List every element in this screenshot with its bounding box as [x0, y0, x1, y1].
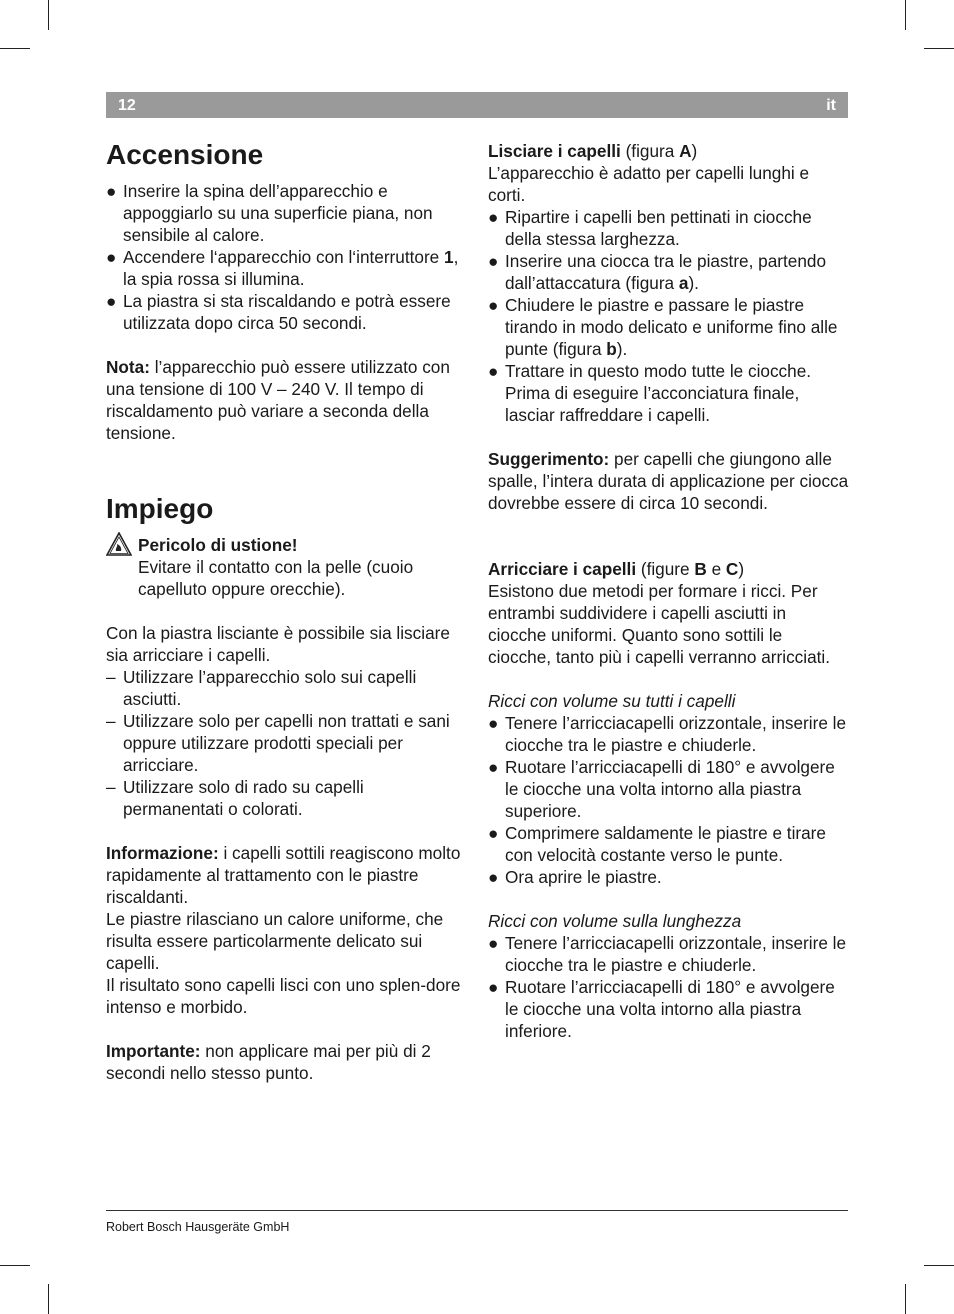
warning-text: Evitare il contatto con la pelle (cuoio capelluto oppure orecchie). — [138, 557, 414, 599]
list-item — [488, 360, 850, 426]
bullet-icon: ● — [488, 867, 499, 887]
list-item-text: La piastra si sta riscaldando e potrà essere utilizzata dopo circa 50 secondi. — [123, 291, 451, 333]
bullet-icon: ● — [106, 181, 117, 201]
list-item — [106, 180, 468, 246]
figure-reference: B — [694, 559, 707, 579]
list-item — [106, 246, 468, 290]
subsection-title-text: ) — [738, 559, 745, 579]
bullet-icon: ● — [488, 757, 499, 777]
crop-mark — [924, 48, 954, 49]
bullet-icon: ● — [106, 291, 117, 311]
figure-reference: A — [679, 141, 692, 161]
crop-mark — [905, 0, 906, 30]
important-text: non applicare mai per più di 2 secondi nello stesso punto. — [106, 1041, 431, 1083]
bullet-icon: ● — [488, 207, 499, 227]
dash-marker: – — [106, 711, 116, 731]
note-label: Nota: — [106, 357, 150, 377]
tip-text: per capelli che giungono alle spalle, l’intera durata di applicazione per ciocca dovrebbe essere di circa 10 secondi. — [488, 449, 849, 513]
bullet-icon: ● — [488, 977, 499, 997]
footer-divider — [106, 1210, 848, 1211]
list-item-text: Trattare in questo modo tutte le ciocche. Prima di eseguire l’acconciatura finale, lasciar raffreddare i capelli. — [505, 361, 812, 425]
crop-mark — [924, 1265, 954, 1266]
bullet-icon: ● — [488, 251, 499, 271]
page-number: 12 — [118, 97, 136, 114]
info-paragraph-2: Le piastre rilasciano un calore uniforme, che risulta essere particolarmente delicato sui capelli. — [106, 909, 444, 973]
list-item — [488, 712, 850, 756]
subsection-title-text: ) — [691, 141, 698, 161]
list-item-text: Utilizzare solo di rado su capelli permanentati o colorati. — [123, 777, 364, 819]
figure-reference: b — [606, 339, 617, 359]
list-item — [488, 756, 850, 822]
list-item-text: Ruotare l’arricciacapelli di 180° e avvolgere le ciocche una volta intorno alla piastra superiore. — [505, 757, 835, 821]
language-code: it — [826, 97, 836, 114]
method-1-list — [488, 712, 850, 888]
info-paragraph-3: Il risultato sono capelli lisci con uno splen-dore intenso e morbido. — [106, 975, 461, 1017]
warning-triangle-icon — [106, 532, 132, 556]
list-item-text: Tenere l’arricciacapelli orizzontale, inserire le ciocche tra le piastre e chiuderle. — [505, 713, 847, 755]
section-title-accensione: Accensione — [106, 139, 264, 170]
crop-mark — [48, 0, 49, 30]
crop-mark — [0, 1265, 30, 1266]
list-item-text: Ruotare l’arricciacapelli di 180° e avvolgere le ciocche una volta intorno alla piastra inferiore. — [505, 977, 835, 1041]
list-item-text: Comprimere saldamente le piastre e tirare con velocità costante verso le punte. — [505, 823, 826, 865]
list-item — [488, 932, 850, 976]
crop-mark — [0, 48, 30, 49]
list-item-text: , la spia rossa si illumina. — [123, 247, 459, 289]
arricciare-intro: Esistono due metodi per formare i ricci. Per entrambi suddividere i capelli asciutti in ciocche uniformi. Quanto sono sottili le ciocche, tanto più i capelli verranno arricciati. — [488, 581, 831, 667]
list-item — [106, 290, 468, 334]
crop-mark — [48, 1284, 49, 1314]
lisciare-intro: L’apparecchio è adatto per capelli lunghi e corti. — [488, 163, 810, 205]
right-column — [488, 140, 850, 1042]
list-item — [488, 250, 850, 294]
dash-marker: – — [106, 777, 116, 797]
list-item-text: Accendere l‘apparecchio con l‘interruttore — [123, 247, 445, 267]
list-item-text: Inserire una ciocca tra le piastre, partendo dall’attaccatura (figura — [505, 251, 827, 293]
bullet-icon: ● — [488, 933, 499, 953]
lisciare-list — [488, 206, 850, 426]
warning-block — [106, 534, 468, 600]
info-paragraph — [106, 842, 468, 908]
list-item — [488, 822, 850, 866]
list-item — [488, 294, 850, 360]
method-2-list — [488, 932, 850, 1042]
usage-list — [106, 666, 468, 820]
figure-reference: C — [725, 559, 739, 579]
list-item — [488, 206, 850, 250]
warning-title: Pericolo di ustione! — [138, 535, 298, 555]
bullet-icon: ● — [488, 823, 499, 843]
tip-paragraph — [488, 448, 850, 514]
bullet-icon: ● — [106, 247, 117, 267]
footer-company: Robert Bosch Hausgeräte GmbH — [106, 1220, 290, 1234]
note-text: l’apparecchio può essere utilizzato con una tensione di 100 V – 240 V. Il tempo di riscaldamento può variare a seconda della tensione. — [106, 357, 450, 443]
list-item-text: Inserire la spina dell’apparecchio e appoggiarlo su una superficie piana, non sensibile al calore. — [123, 181, 433, 245]
list-item-text: Chiudere le piastre e passare le piastre tirando in modo delicato e uniforme fino alle punte (figura — [505, 295, 838, 359]
figure-reference: a — [678, 273, 689, 293]
subsection-title-lisciare — [488, 140, 850, 162]
left-column — [106, 140, 468, 1084]
list-item-text: Ora aprire le piastre. — [505, 867, 662, 887]
list-item-text: Utilizzare l’apparecchio solo sui capelli asciutti. — [123, 667, 417, 709]
info-text: i capelli sottili reagiscono molto rapidamente al trattamento con le piastre riscaldanti. — [106, 843, 461, 907]
important-label: Importante: — [106, 1041, 201, 1061]
method-title-2: Ricci con volume sulla lunghezza — [488, 911, 742, 931]
important-paragraph — [106, 1040, 468, 1084]
list-item — [106, 666, 468, 710]
list-item — [106, 776, 468, 820]
crop-mark — [905, 1284, 906, 1314]
list-item-text: Utilizzare solo per capelli non trattati e sani oppure utilizzare prodotti speciali per arricciare. — [123, 711, 450, 775]
subsection-title-text: (figure — [636, 559, 695, 579]
dash-marker: – — [106, 667, 116, 687]
bullet-icon: ● — [488, 713, 499, 733]
intro-paragraph: Con la piastra lisciante è possibile sia lisciare sia arricciare i capelli. — [106, 623, 450, 665]
method-title-1: Ricci con volume su tutti i capelli — [488, 691, 736, 711]
bullet-icon: ● — [488, 295, 499, 315]
subsection-title-text: Lisciare i capelli — [488, 141, 621, 161]
section-title-impiego: Impiego — [106, 493, 214, 524]
list-item — [488, 976, 850, 1042]
switch-reference: 1 — [444, 247, 454, 267]
list-item — [488, 866, 850, 888]
note-paragraph — [106, 356, 468, 444]
bullet-icon: ● — [488, 361, 499, 381]
list-item-text: Tenere l’arricciacapelli orizzontale, inserire le ciocche tra le piastre e chiuderle. — [505, 933, 847, 975]
accensione-list — [106, 180, 468, 334]
subsection-title-text: e — [706, 559, 726, 579]
info-label: Informazione: — [106, 843, 219, 863]
list-item — [106, 710, 468, 776]
list-item-text: ). — [688, 273, 699, 293]
subsection-title-text: Arricciare i capelli — [488, 559, 637, 579]
page-header — [106, 92, 848, 118]
subsection-title-arricciare — [488, 558, 850, 580]
subsection-title-text: (figura — [620, 141, 680, 161]
list-item-text: Ripartire i capelli ben pettinati in ciocche della stessa larghezza. — [505, 207, 812, 249]
list-item-text: ). — [616, 339, 628, 359]
tip-label: Suggerimento: — [488, 449, 610, 469]
